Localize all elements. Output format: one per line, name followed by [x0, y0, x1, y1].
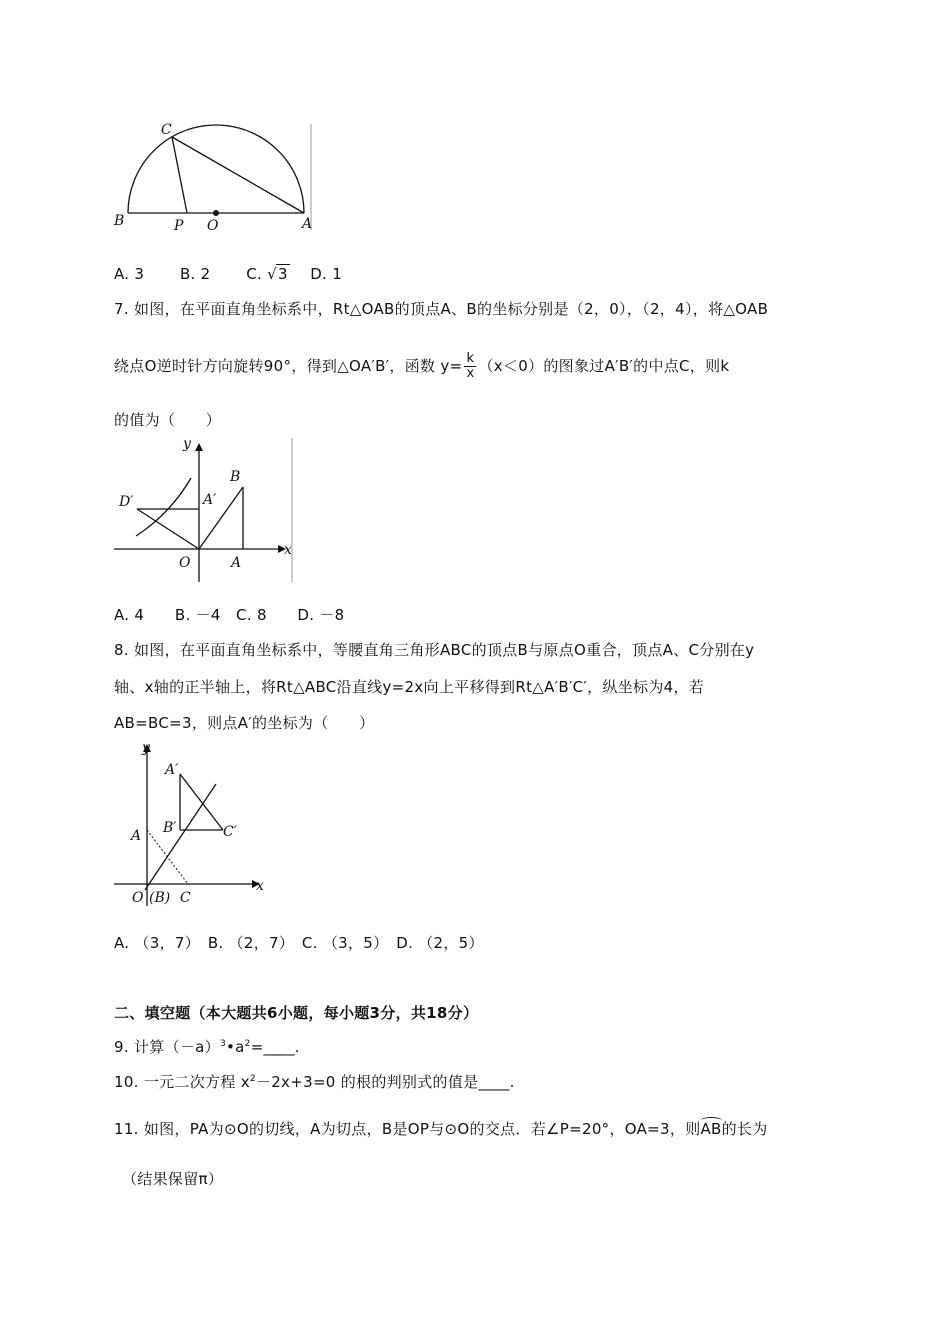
q8-line1: 8. 如图，在平面直角坐标系中，等腰直角三角形ABC的顶点B与原点O重合，顶点A、C分别在y — [114, 641, 755, 659]
q8-line3: AB=BC=3，则点A′的坐标为（ ） — [114, 714, 375, 732]
label-c: C — [180, 890, 191, 906]
q6-semicircle-figure — [110, 118, 320, 236]
semicircle-arc — [128, 125, 304, 213]
q7-coordinate-figure — [110, 436, 300, 584]
hyperbola-curve — [136, 478, 191, 536]
sqrt-radicand: 3 — [277, 265, 288, 283]
section-heading: 二、填空题（本大题共6小题，每小题3分，共18分） — [114, 1004, 479, 1022]
q8-coordinate-figure — [110, 738, 270, 908]
label-b: B — [230, 469, 241, 485]
q9: 9. 计算$(-a)^3•a^2=\_\_\_\_$. — [114, 1038, 300, 1056]
q11-line2: （结果保留π） — [122, 1170, 224, 1188]
q6-option-b: B. 2 — [179, 265, 211, 283]
label-a: A — [231, 555, 242, 571]
label-y: y — [142, 740, 150, 756]
label-o: O — [179, 555, 191, 571]
label-a-prime: A′ — [203, 492, 217, 508]
label-p: P — [174, 218, 184, 234]
segment-cp — [172, 137, 187, 213]
label-b-prime: B′ — [163, 820, 177, 836]
q6-option-d: D. 1 — [310, 265, 343, 283]
label-b: B — [114, 213, 125, 229]
q7-line3: 的值为（ ） — [114, 411, 222, 429]
q10: 10. 一元二次方程 $x^2-2x+3=0$ 的根的判别式的值是____. — [114, 1073, 515, 1091]
q6-options — [114, 263, 342, 284]
center-point-o — [213, 210, 219, 216]
label-x: x — [284, 542, 292, 558]
segment-ca — [172, 137, 304, 213]
label-a-prime: A′ — [165, 762, 179, 778]
arc-ab: AB — [700, 1120, 722, 1138]
segment-a1-c1 — [180, 774, 223, 830]
label-y: y — [183, 436, 191, 452]
label-x: x — [256, 878, 264, 894]
label-a: A — [131, 828, 142, 844]
q7-line1: 7. 如图，在平面直角坐标系中，Rt△OAB的顶点A、B的坐标分别是（2，0），（2，4），将△OAB — [114, 300, 769, 318]
fraction-k-over-x: $\frac{k}{x}$ — [466, 351, 475, 381]
q7-line2: 绕点O逆时针方向旋转90°，得到△OA′B′，函数 y= $\frac{k}{x}$ （x＜0）的图象过A′B′的中点C，则k — [114, 351, 730, 381]
segment-ac-dotted — [147, 830, 188, 884]
label-a: A — [302, 216, 313, 232]
q7-options: A. 4 B. －4 C. 8 D. －8 — [114, 606, 345, 624]
label-o: O — [207, 218, 219, 234]
label-c-prime: C′ — [223, 824, 237, 840]
label-o: O — [132, 890, 144, 906]
y-axis-arrow — [195, 443, 203, 451]
label-b-origin: (B) — [149, 890, 171, 906]
q6-option-c: C. √3 — [246, 265, 288, 283]
q8-options: A. （3，7） B. （2，7） C. （3，5） D. （2，5） — [114, 934, 484, 952]
q6-option-a: A. 3 — [114, 265, 145, 283]
q8-line2: 轴、x轴的正半轴上，将Rt△ABC沿直线y=2x向上平移得到Rt△A′B′C′，纵坐标为4，若 — [114, 678, 705, 696]
label-d-prime: D′ — [119, 494, 134, 510]
label-c: C — [161, 122, 172, 138]
q11-line1: 11. 如图，PA为⊙O的切线，A为切点，B是OP与⊙O的交点．若∠P=20°，OA=3，则AB的长为 — [114, 1120, 768, 1138]
